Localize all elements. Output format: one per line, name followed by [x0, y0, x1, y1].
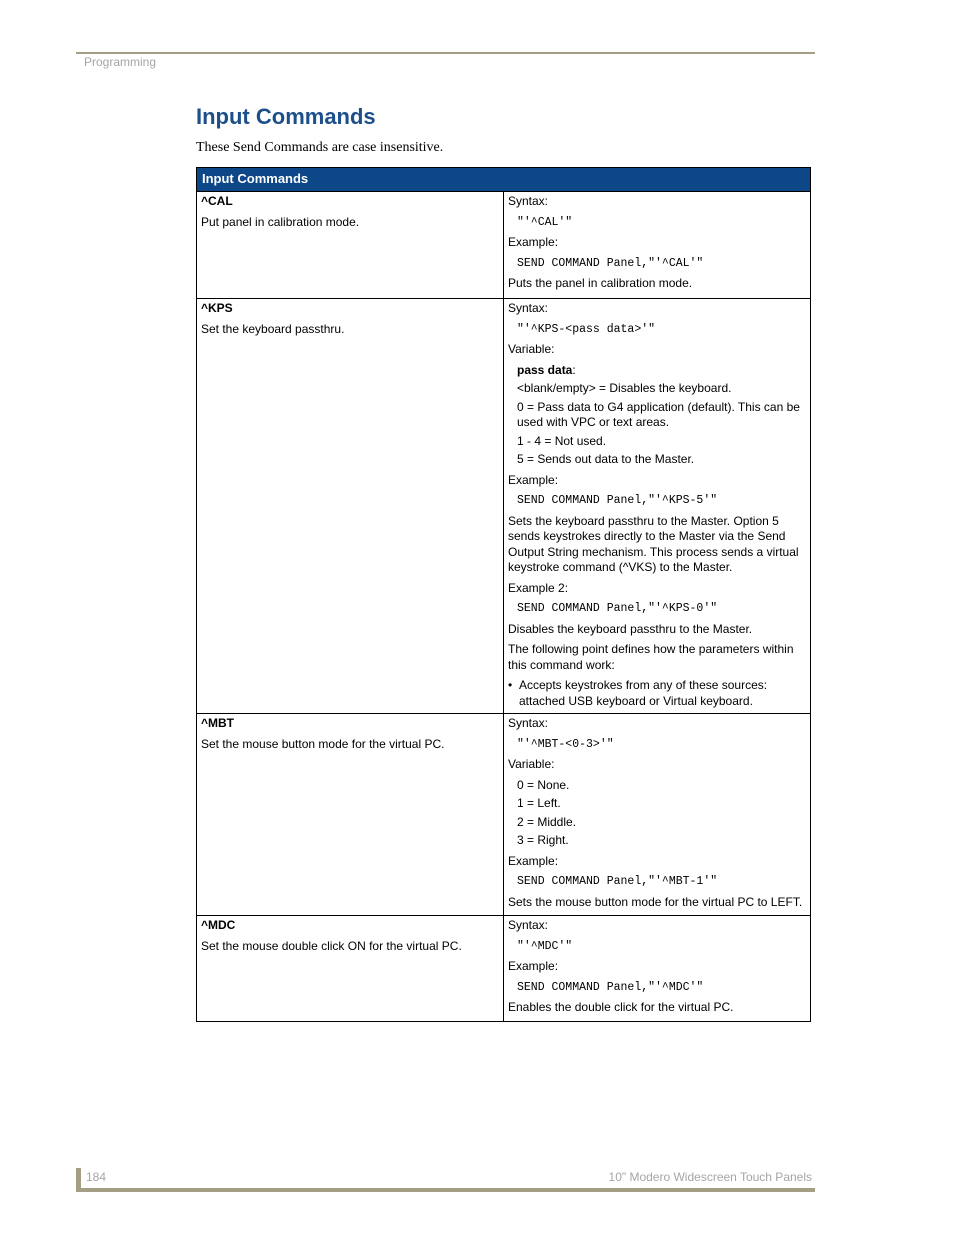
- table-heading: Input Commands: [197, 168, 811, 192]
- example-label: Example:: [508, 959, 559, 973]
- variable-name-text: pass data: [517, 362, 573, 377]
- example-code: SEND COMMAND Panel,"'^MBT-1'": [517, 875, 718, 888]
- command-name: ^KPS: [201, 301, 233, 315]
- syntax-code: "'^CAL'": [517, 215, 573, 229]
- bullet-text: Accepts keystrokes from any of these sources: attached USB keyboard or Virtual keyboard.: [519, 678, 768, 708]
- page-title: Input Commands: [196, 104, 376, 129]
- variable-label: Variable:: [508, 342, 555, 356]
- table-row: [197, 714, 811, 916]
- command-cell: [197, 299, 504, 714]
- syntax-code: "'^KPS-<pass data>'": [517, 322, 656, 336]
- result-text: Enables the double click for the virtual PC.: [508, 1000, 734, 1014]
- variable-value: 3 = Right.: [517, 833, 569, 847]
- command-description: Put panel in calibration mode.: [201, 214, 360, 229]
- command-name: ^MBT: [201, 716, 234, 730]
- example-label: Example:: [508, 853, 559, 868]
- variable-value: 0 = None.: [517, 777, 570, 792]
- command-details: [504, 714, 811, 916]
- variable-value: <blank/empty> = Disables the keyboard.: [517, 381, 732, 395]
- syntax-label: Syntax:: [508, 194, 549, 208]
- syntax-code: "'^MDC'": [517, 939, 573, 953]
- bullet-marker: •: [508, 678, 513, 692]
- syntax-label: Syntax:: [508, 716, 549, 730]
- example-label: Example:: [508, 235, 559, 249]
- example-code: SEND COMMAND Panel,"'^MDC'": [517, 980, 704, 994]
- command-cell: [197, 192, 504, 299]
- intro-text: These Send Commands are case insensitive.: [196, 140, 444, 155]
- example-code: SEND COMMAND Panel,"'^KPS-5'": [517, 494, 718, 507]
- command-details: [504, 916, 811, 1022]
- example-label: Example:: [508, 472, 559, 487]
- bullet-item: [508, 678, 806, 709]
- result-text: Sets the keyboard passthru to the Master. Option 5 sends keystrokes directly to the Master via the Send Output String mechanism. This process sends a virtual keystroke command (^VKS) to the Master.: [508, 513, 799, 574]
- command-name: ^CAL: [201, 194, 233, 208]
- variable-value: 2 = Middle.: [517, 814, 577, 829]
- variable-label: Variable:: [508, 757, 555, 771]
- command-cell: [197, 714, 504, 916]
- result-text: Sets the mouse button mode for the virtual PC to LEFT.: [508, 894, 803, 909]
- example-code: SEND COMMAND Panel,"'^CAL'": [517, 256, 704, 270]
- command-details: [504, 192, 811, 299]
- running-header: Programming: [84, 55, 157, 69]
- variable-value: 5 = Sends out data to the Master.: [517, 452, 695, 466]
- table-header-row: [197, 168, 811, 192]
- footer-doc-title: 10" Modero Widescreen Touch Panels: [608, 1170, 812, 1184]
- variable-colon: :: [572, 362, 576, 377]
- input-commands-table: [196, 167, 811, 1022]
- command-description: Set the keyboard passthru.: [201, 321, 345, 336]
- syntax-label: Syntax:: [508, 301, 549, 315]
- table-row: [197, 299, 811, 714]
- page-number: 184: [86, 1170, 107, 1184]
- header-rule: [76, 52, 815, 54]
- syntax-code: "'^MBT-<0-3>'": [517, 737, 614, 751]
- variable-name: [508, 363, 806, 379]
- footer-rule: [76, 1188, 815, 1192]
- command-name: ^MDC: [201, 918, 236, 932]
- command-description: Set the mouse double click ON for the virtual PC.: [201, 938, 462, 953]
- example2-label: Example 2:: [508, 580, 569, 595]
- variable-value: 1 = Left.: [517, 796, 561, 810]
- note-text: The following point defines how the parameters within this command work:: [508, 642, 794, 672]
- command-details: [504, 299, 811, 714]
- result2-text: Disables the keyboard passthru to the Master.: [508, 621, 753, 636]
- command-cell: [197, 916, 504, 1022]
- variable-value: 0 = Pass data to G4 application (default). This can be used with VPC or text areas.: [517, 399, 800, 429]
- command-description: Set the mouse button mode for the virtual PC.: [201, 736, 445, 751]
- table-row: [197, 192, 811, 299]
- result-text: Puts the panel in calibration mode.: [508, 276, 693, 290]
- table-row: [197, 916, 811, 1022]
- syntax-label: Syntax:: [508, 918, 549, 932]
- example2-code: SEND COMMAND Panel,"'^KPS-0'": [517, 602, 718, 615]
- variable-value: 1 - 4 = Not used.: [517, 433, 607, 448]
